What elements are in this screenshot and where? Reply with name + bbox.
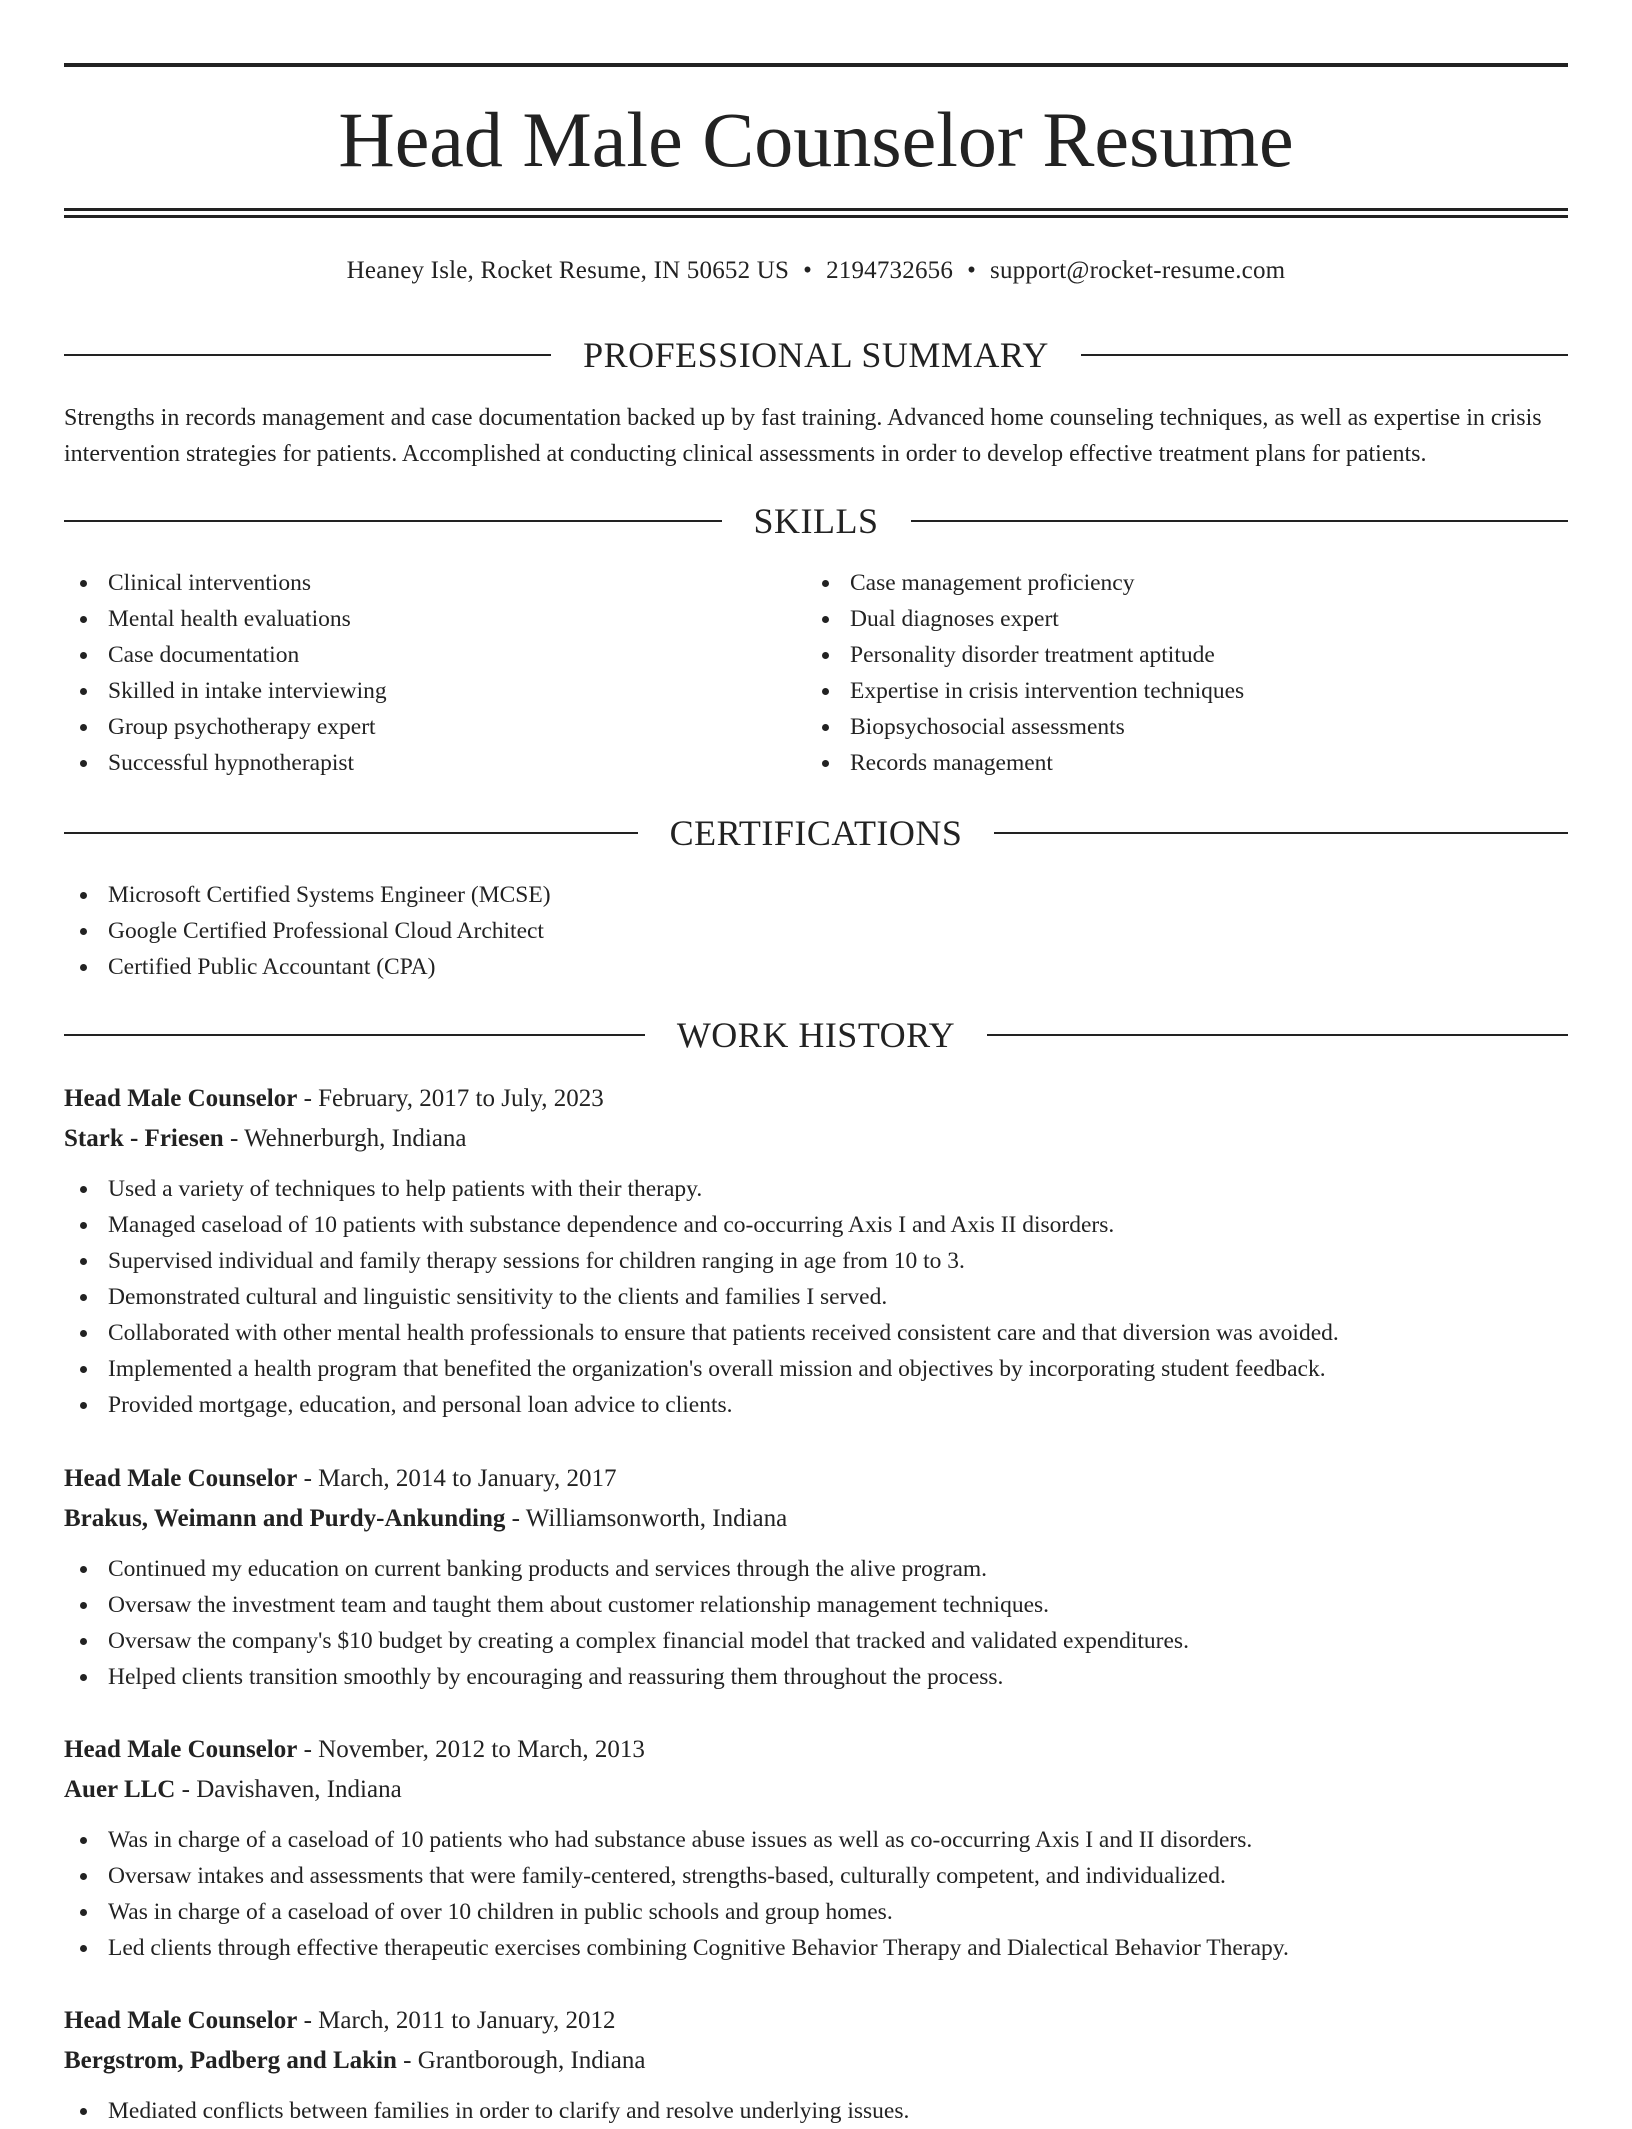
job-dates: November, 2012 to March, 2013 (318, 1736, 645, 1763)
job-bullet-item: Led clients through effective therapeutic exercises combining Cognitive Behavior Therapy and Dialectical Behavior Therapy. (64, 1930, 1568, 1966)
job-entry (64, 1459, 1568, 1695)
job-bullet-item: Used a variety of techniques to help patients with their therapy. (64, 1171, 1568, 1207)
certifications-block (64, 877, 1568, 985)
job-bullet-item: Collaborated with other mental health professionals to ensure that patients received consistent care and that diversion was avoided. (64, 1315, 1568, 1351)
job-company: Auer LLC (64, 1776, 176, 1803)
section-rule (64, 832, 638, 834)
certification-item: Certified Public Accountant (CPA) (64, 949, 1568, 985)
contact-address: Heaney Isle, Rocket Resume, IN 50652 US (346, 257, 790, 284)
contact-separator: • (803, 257, 813, 284)
section-header-certifications (64, 810, 1568, 856)
section-title: PROFESSIONAL SUMMARY (583, 335, 1049, 375)
section-header-skills (64, 498, 1568, 544)
certification-item: Microsoft Certified Systems Engineer (MCSE) (64, 877, 1568, 913)
job-bullet-item: Helped clients transition smoothly by encouraging and reassuring them throughout the process. (64, 1659, 1568, 1695)
job-title-line: Head Male Counselor - February, 2017 to July, 2023 (64, 1085, 604, 1112)
skill-item: Records management (806, 745, 1244, 781)
job-bullet-item: Managed caseload of 10 patients with substance dependence and co-occurring Axis I and Axis II disorders. (64, 1207, 1568, 1243)
job-bullet-item: Implemented a health program that benefited the organization's overall mission and objectives by incorporating student feedback. (64, 1351, 1568, 1387)
job-bullet-item: Provided mortgage, education, and personal loan advice to clients. (64, 1387, 1568, 1423)
section-rule (64, 520, 722, 522)
section-rule (64, 354, 551, 356)
job-title-line: Head Male Counselor - March, 2014 to January, 2017 (64, 1465, 617, 1492)
title-double-rule (64, 208, 1568, 218)
section-rule (911, 520, 1569, 522)
skills-right-column (806, 565, 1244, 781)
job-bullet-item: Oversaw intakes and assessments that were family-centered, strengths-based, culturally competent, and individualized. (64, 1858, 1568, 1894)
job-bullet-item: Oversaw the investment team and taught them about customer relationship management techniques. (64, 1587, 1568, 1623)
job-dates: February, 2017 to July, 2023 (318, 1085, 604, 1112)
job-entry (64, 2001, 1568, 2129)
job-title-line: Head Male Counselor - November, 2012 to March, 2013 (64, 1736, 645, 1763)
job-dates: March, 2014 to January, 2017 (318, 1465, 617, 1492)
top-rule (64, 63, 1568, 67)
contact-phone: 2194732656 (826, 257, 954, 284)
job-location: Williamsonworth, Indiana (525, 1505, 788, 1532)
certifications-list (64, 877, 1568, 985)
skills-list-right (806, 565, 1244, 781)
job-location: Davishaven, Indiana (196, 1776, 402, 1803)
job-bullet-item: Continued my education on current banking products and services through the alive program. (64, 1551, 1568, 1587)
job-bullet-item: Oversaw the company's $10 budget by creating a complex financial model that tracked and validated expenditures. (64, 1623, 1568, 1659)
job-location: Grantborough, Indiana (417, 2047, 646, 2074)
skill-item: Dual diagnoses expert (806, 601, 1244, 637)
summary-text: Strengths in records management and case documentation backed up by fast training. Advanced home counseling techniques, as well as expertise in crisis intervention strategies for patients. Accomplished at conducting clinical assessments in order to develop effective treatment plans for patients. (64, 405, 1542, 467)
skills-list-left (64, 565, 387, 781)
skill-item: Group psychotherapy expert (64, 709, 387, 745)
job-bullet-item: Mediated conflicts between families in order to clarify and resolve underlying issues. (64, 2093, 1568, 2129)
skill-item: Successful hypnotherapist (64, 745, 387, 781)
section-rule (1081, 354, 1568, 356)
skill-item: Expertise in crisis intervention techniques (806, 673, 1244, 709)
job-company-line: Brakus, Weimann and Purdy-Ankunding - Williamsonworth, Indiana (64, 1505, 788, 1532)
job-company-line: Bergstrom, Padberg and Lakin - Grantborough, Indiana (64, 2047, 646, 2074)
section-rule (64, 1034, 645, 1036)
certification-item: Google Certified Professional Cloud Architect (64, 913, 1568, 949)
skill-item: Biopsychosocial assessments (806, 709, 1244, 745)
job-title: Head Male Counselor (64, 2007, 298, 2034)
skill-item: Skilled in intake interviewing (64, 673, 387, 709)
section-rule (994, 832, 1568, 834)
job-entry (64, 1079, 1568, 1423)
skill-item: Mental health evaluations (64, 601, 387, 637)
job-company-line: Auer LLC - Davishaven, Indiana (64, 1776, 402, 1803)
job-title: Head Male Counselor (64, 1736, 298, 1763)
contact-line (64, 254, 1568, 288)
section-title: CERTIFICATIONS (669, 813, 963, 853)
job-bullets (64, 1171, 1568, 1423)
job-title-line: Head Male Counselor - March, 2011 to January, 2012 (64, 2007, 616, 2034)
job-bullet-item: Was in charge of a caseload of over 10 children in public schools and group homes. (64, 1894, 1568, 1930)
section-header-work-history (64, 1012, 1568, 1058)
section-rule (987, 1034, 1568, 1036)
job-location: Wehnerburgh, Indiana (244, 1125, 467, 1152)
section-header-summary (64, 332, 1568, 378)
job-company: Stark - Friesen (64, 1125, 224, 1152)
job-bullets (64, 2093, 1568, 2129)
skills-left-column (64, 565, 387, 781)
contact-separator: • (967, 257, 977, 284)
job-bullet-item: Supervised individual and family therapy sessions for children ranging in age from 10 to 3. (64, 1243, 1568, 1279)
job-bullet-item: Was in charge of a caseload of 10 patients who had substance abuse issues as well as co-occurring Axis I and II disorders. (64, 1822, 1568, 1858)
section-title: SKILLS (753, 501, 879, 541)
skill-item: Clinical interventions (64, 565, 387, 601)
job-company: Brakus, Weimann and Purdy-Ankunding (64, 1505, 506, 1532)
contact-email: support@rocket-resume.com (990, 257, 1286, 284)
job-company-line: Stark - Friesen - Wehnerburgh, Indiana (64, 1125, 467, 1152)
job-bullet-item: Demonstrated cultural and linguistic sensitivity to the clients and families I served. (64, 1279, 1568, 1315)
job-title: Head Male Counselor (64, 1085, 298, 1112)
job-entry (64, 1730, 1568, 1966)
resume-title: Head Male Counselor Resume (338, 96, 1294, 183)
skill-item: Case documentation (64, 637, 387, 673)
job-title: Head Male Counselor (64, 1465, 298, 1492)
section-title: WORK HISTORY (676, 1015, 956, 1055)
skill-item: Personality disorder treatment aptitude (806, 637, 1244, 673)
job-dates: March, 2011 to January, 2012 (318, 2007, 616, 2034)
skill-item: Case management proficiency (806, 565, 1244, 601)
job-bullets (64, 1551, 1568, 1695)
job-bullets (64, 1822, 1568, 1966)
job-company: Bergstrom, Padberg and Lakin (64, 2047, 397, 2074)
